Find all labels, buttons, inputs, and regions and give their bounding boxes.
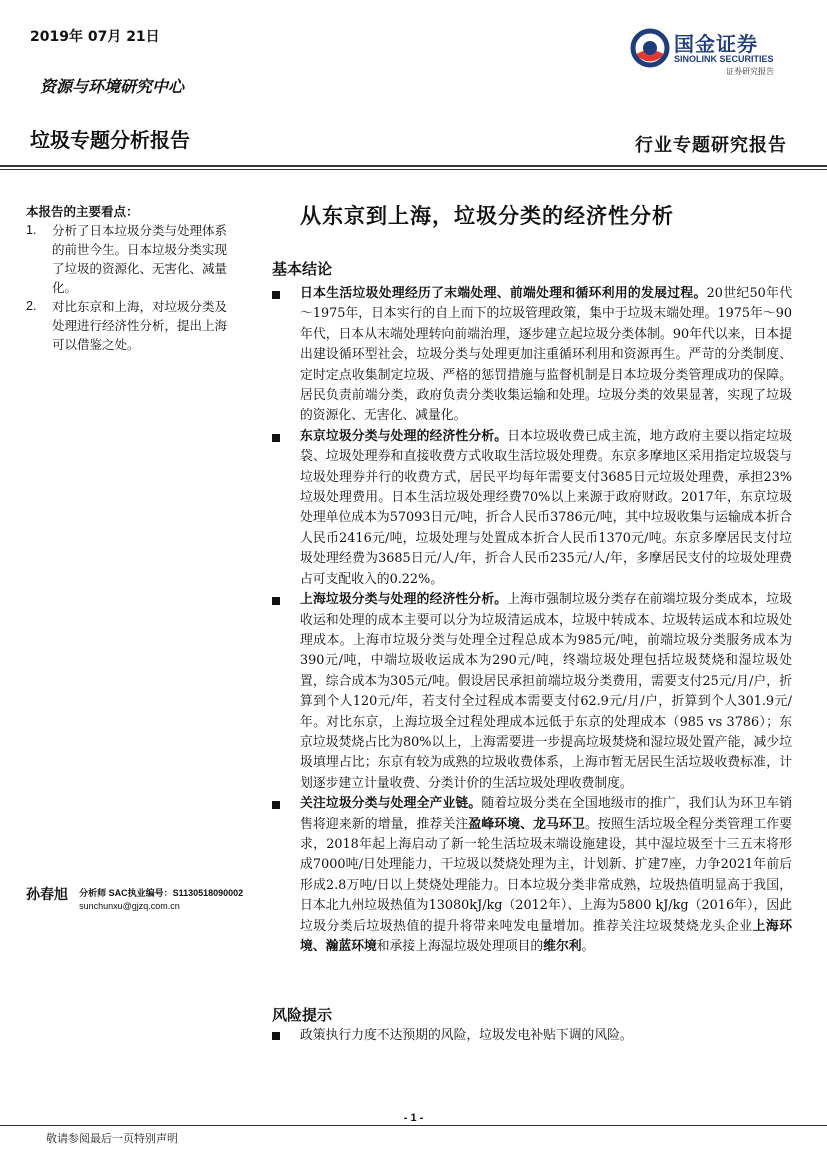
conclusion-text (300, 427, 792, 590)
analyst-name: 孙春旭 (26, 887, 68, 903)
logo-mark-icon (630, 28, 670, 68)
bullet-square-icon (272, 284, 300, 427)
footer-divider (0, 1125, 827, 1126)
risk-text: 政策执行力度不达预期的风险，垃圾发电补贴下调的风险。 (300, 1028, 633, 1043)
conclusion-item (272, 794, 792, 957)
recommended-stocks: 盈峰环境、龙马环卫 (468, 816, 585, 832)
highlight-item (26, 297, 236, 354)
highlight-number: 1. (26, 223, 37, 237)
main-title: 从东京到上海，垃圾分类的经济性分析 (300, 203, 674, 228)
highlight-text: 对比东京和上海，对垃圾分类及处理进行经济性分析，提出上海可以借鉴之处。 (52, 299, 228, 352)
department-name: 资源与环境研究中心 (40, 77, 185, 96)
report-date: 2019年 07月 21日 (30, 29, 160, 45)
highlights-title: 本报告的主要看点： (26, 204, 139, 219)
highlight-text: 分析了日本垃圾分类与处理体系的前世今生。日本垃圾分类实现了垃圾的资源化、无害化、减量化。 (52, 223, 228, 295)
risk-list (272, 1026, 792, 1046)
footer-disclaimer: 敬请参阅最后一页特别声明 (46, 1132, 178, 1145)
bullet-square-icon (272, 427, 300, 590)
conclusion-body: 上海市强制垃圾分类存在前端垃圾分类成本，垃圾收运和处理的成本主要可以分为垃圾清运成本，垃圾中转成本、垃圾转运成本和垃圾处理成本。上海市垃圾分类与处理全过程总成本为985元/吨，前端垃圾分类服务成本为390元/吨，中端垃圾收运成本为290元/吨，终端垃圾处理包括垃圾焚烧和湿垃圾处置，综合成本为305元/吨。假设居民承担前端垃圾分类费用，需要支付25元/月/户，折算到个人120元/年，若支付全过程成本需要支付62.9元/月/户，折算到个人301.9元/年。对比东京，上海垃圾全过程处理成本远低于东京的处理成本（985 vs 3786）；东京垃圾焚烧占比为80%以上，上海需要进一步提高垃圾焚烧和湿垃圾处置产能，减少垃圾填埋占比；东京有较为成熟的垃圾收费体系，上海市暂无居民生活垃圾收费标准，计划逐步建立计量收费、分类计价的生活垃圾处理收费制度。 (300, 592, 793, 791)
page-number: - 1 - (403, 1112, 424, 1124)
conclusion-body: 随着垃圾分类在全国地级市的推广，我们认为环卫车销售将迎来新的增量，推荐关注 (300, 796, 793, 832)
highlight-number: 2. (26, 299, 37, 313)
conclusion-body: 。 (581, 939, 595, 954)
conclusion-body: 。按照生活垃圾全程分类管理工作要求，2018年起上海启动了新一轮生活垃圾末端设施建设，其中湿垃圾至十三五末将形成7000吨/日处理能力，干垃圾以焚烧处理为主，计划新、扩建7座，力争2021年前后形成2.8万吨/日以上焚烧处理能力。日本垃圾分类非常成熟，垃圾热值明显高于我国，日本北九州垃圾热值为13080kJ/kg（2012年）、上海为5800 kJ/kg（2016年），因此垃圾分类后垃圾热值的提升将带来吨发电量增加。推荐关注垃圾焚烧龙头企业 (300, 816, 793, 934)
report-title: 垃圾专题分析报告 (30, 128, 190, 152)
logo-english-name: SINOLINK SECURITIES (674, 54, 774, 64)
conclusion-lead: 日本生活垃圾处理经历了末端处理、前端处理和循环利用的发展过程。 (300, 286, 707, 301)
conclusion-lead: 东京垃圾分类与处理的经济性分析。 (300, 428, 508, 444)
bullet-square-icon (272, 590, 300, 794)
highlight-item (26, 221, 236, 297)
conclusion-lead: 上海垃圾分类与处理的经济性分析。 (300, 592, 508, 608)
conclusion-item (272, 284, 792, 427)
conclusion-item (272, 590, 792, 794)
conclusion-text (300, 794, 792, 957)
header-divider-thin (0, 169, 827, 170)
logo-subtitle: 证券研究报告 (726, 67, 774, 76)
conclusion-body: 和承接上海湿垃圾处理项目的 (376, 939, 544, 954)
analyst-email: sunchunxu@gjzq.com.cn (79, 901, 180, 911)
conclusion-list (272, 284, 792, 957)
bullet-square-icon (272, 794, 300, 957)
analyst-details (79, 887, 243, 913)
risk-item (272, 1026, 792, 1046)
logo-chinese-name: 国金证券 (674, 32, 758, 56)
analyst-info (26, 884, 276, 913)
header-divider (0, 165, 827, 167)
risk-heading: 风险提示 (272, 1006, 333, 1024)
report-type: 行业专题研究报告 (635, 135, 787, 156)
recommended-stocks: 维尔利 (543, 939, 582, 954)
conclusion-heading: 基本结论 (272, 260, 333, 278)
highlights-sidebar (26, 202, 236, 354)
recommended-stocks: 上海环境、瀚蓝环境 (300, 918, 793, 954)
conclusion-lead: 关注垃圾分类与处理全产业链。 (300, 796, 482, 812)
bullet-square-icon (272, 1026, 300, 1046)
conclusion-item (272, 427, 792, 590)
conclusion-text (300, 590, 792, 794)
analyst-label: 分析师 SAC执业编号： (79, 888, 173, 898)
conclusion-body: 日本垃圾收费已成主流，地方政府主要以指定垃圾袋、垃圾处理券和直接收费方式收取生活垃圾处理费。东京多摩地区采用指定垃圾袋与垃圾处理券并行的收费方式，居民平均每年需要支付3685日元垃圾处理费，承担23%垃圾处理费用。日本生活垃圾处理经费70%以上来源于政府财政。2017年，东京垃圾处理单位成本为57093日元/吨，折合人民币3786元/吨，其中垃圾收集与运输成本折合人民币2416元/吨，垃圾处理与处置成本折合人民币1370元/吨。东京多摩居民支付垃圾处理经费为3685日元/人/年，折合人民币235元/人/年，多摩居民支付的垃圾处理费占可支配收入的0.22%。 (300, 428, 793, 587)
conclusion-text (300, 284, 792, 427)
conclusion-body: 20世纪50年代～1975年，日本实行的自上而下的垃圾管理政策，集中于垃圾末端处理。1975年～90年代，日本从末端处理转向前端治理，逐步建立起垃圾分类体制。90年代以来，日本提出建设循环型社会，垃圾分类与处理更加注重循环利用和资源再生。严苛的分类制度、定时定点收集制定垃圾、严格的惩罚措施与监督机制是日本垃圾分类管理成功的保障。居民负责前端分类，政府负责分类收集运输和处理。垃圾分类的效果显著，实现了垃圾的资源化、无害化、减量化。 (300, 286, 792, 424)
analyst-sac-id: S1130518090002 (172, 888, 244, 898)
company-logo (630, 26, 790, 80)
